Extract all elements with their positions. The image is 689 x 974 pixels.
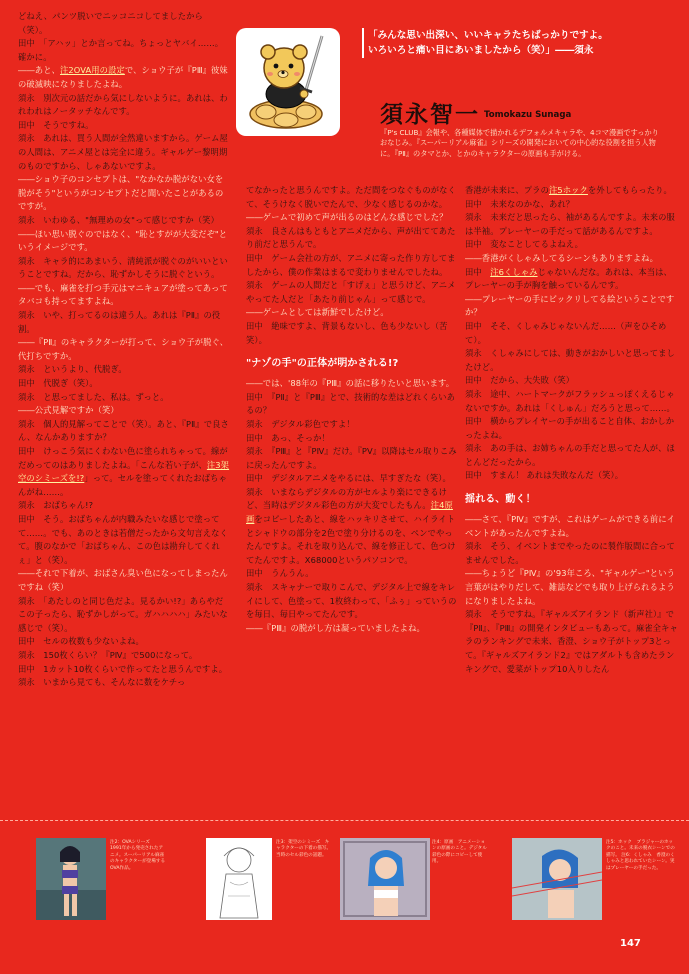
dialogue-line: ――でも、麻雀を打つ手元はマニキュアが塗ってあってタバコも持ってますよね。 bbox=[18, 282, 228, 307]
name-english: Tomokazu Sunaga bbox=[484, 110, 572, 120]
dialogue-line: 須永 というより、代脱ぎ。 bbox=[18, 364, 127, 375]
dialogue-line: 田中 そうですね。 bbox=[18, 119, 94, 130]
footnote-text-4 bbox=[606, 840, 676, 872]
dialogue-line: 田中 未来なのかな、あれ？ bbox=[465, 198, 575, 209]
page-number: 147 bbox=[620, 938, 641, 949]
dialogue-line: ――ゲームで初めて声が出るのはどんな感じでした？ bbox=[246, 212, 448, 223]
dialogue-line: ――『PⅡ』のキャラクターが打って、ショウ子が脱ぐ、代打ちですか。 bbox=[18, 337, 229, 361]
footnote-divider bbox=[0, 820, 689, 831]
dialogue-line: 須永 ゲームの人間だと「すげぇ」と思うけど、アニメやってた人だと「あたり前じゃん」って感じで。 bbox=[246, 280, 456, 304]
footnote-reference: 注3架空のシミーズを!? bbox=[18, 459, 230, 484]
dialogue-line: 田中 『PⅡ』と『PⅢ』とで、技術的な差はどれくらいあるの？ bbox=[246, 391, 456, 416]
name-japanese: 須永智一 bbox=[380, 102, 480, 128]
profile-name bbox=[380, 96, 660, 126]
dialogue-line: 須永 いや、打ってるのは違う人。あれは『PⅡ』の役割。 bbox=[18, 310, 221, 334]
dialogue-line: 須永 スキャナーで取りこんで、デジタル上で線をキレイにして、色塗って、1枚終わって、「ふぅ」っていうのを毎日、毎日やってたんです。 bbox=[246, 582, 457, 620]
footnote-reference: 注5ホック bbox=[548, 185, 588, 195]
dialogue-line: 田中 セルの枚数も少ないよね。 bbox=[18, 636, 144, 647]
dialogue-line: どねえ、パンツ脱いでニッコニコしてましたから（笑）。 bbox=[18, 11, 203, 35]
dialogue-line: ――香港がくしゃみしてるシーンもありますよね。 bbox=[465, 252, 658, 263]
dialogue-line: ――公式見解ですか（笑） bbox=[18, 405, 119, 416]
dialogue-line: 田中 すまん！ あれは失敗なんだ（笑）。 bbox=[465, 470, 624, 481]
dialogue-line: 田中 だから、大失敗（笑） bbox=[465, 375, 575, 386]
dialogue-line: 須永 個人的見解ってことで（笑）。あと、『PⅡ』で良さん、なんかありますか？ bbox=[18, 418, 229, 443]
dialogue-line: 須永 と思ってました、私は。ずっと。 bbox=[18, 391, 169, 402]
footnote-text-3: 注4：原画 アニメーションの原画のこと。デジタル彩色の際にコピーして使用。 bbox=[432, 840, 487, 865]
dialogue-line: ――ちょうど『PⅣ』の'93年ころ、"ギャルゲー"という言葉がはやりだして、雑誌などでも取り上げられるようになりましたよね。 bbox=[465, 568, 676, 606]
dialogue-line: 須永 くしゃみにしては、動きがおかしいと思ってましたけど。 bbox=[465, 348, 675, 372]
dialogue-line: 須永 いまならデジタルの方がセルより楽にできるけど、当時はデジタル彩色の方が大変でしたもん。注4原画をコピーしたあと、線をハッキリさせて、ハイライトとシャドウの部分を2色で塗り分けるのを、ペンでやったんですよ。それを取り込んで、線を修正して、色つけてたんですよ。X68000というパソコンで。 bbox=[246, 486, 456, 565]
dialogue-line: ――あと、注2OVA用の設定で、ショウ子が『PⅢ』彼妹の破滅映になりましたよね。 bbox=[18, 65, 228, 89]
dialogue-line: 須永 「あたしのと同じ色だよ。見るかい!?」あらやだこの子ったら、恥ずかしがって。ガハハハハ」みたいな感じで（笑）。 bbox=[18, 595, 228, 633]
dialogue-line: 田中 1カット10枚くらいで作ってたと思うんですよ。 bbox=[18, 663, 228, 674]
text-column-2 bbox=[246, 184, 460, 635]
footnote-image-3 bbox=[340, 838, 430, 920]
dialogue-line: 田中 「アハッ」とか言ってね。ちょっとヤバイ……。確かに。 bbox=[18, 38, 224, 62]
dialogue-line: ――ショウ子のコンセプトは、"なかなか脱がない女を脱がそう"というがコンセプトだと聞いたことがあるのですが。 bbox=[18, 174, 224, 212]
dialogue-line: 須永 いまから見ても、そんなに数をケチっ bbox=[18, 677, 186, 688]
dialogue-line: ――ゲームとしては新鮮でしたけど。 bbox=[246, 307, 389, 318]
dialogue-line: 須永 あの手は、お姉ちゃんの手だと思ってた人が、ほとんどだったから。 bbox=[465, 443, 675, 467]
dialogue-line: ――さて、『PⅣ』ですが、これはゲームができる前にイベントがあったんですよね。 bbox=[465, 514, 676, 538]
dialogue-line: 須永 デジタル彩色ですよ！ bbox=[246, 418, 355, 429]
quote-line-1: 「みんな思い出深い、いいキャラたちばっかりですよ。 bbox=[368, 30, 608, 41]
dialogue-line: 田中 そそ、くしゃみじゃないんだ……（声をひそめて）。 bbox=[465, 320, 667, 345]
dialogue-line: 須永 いわゆる、"無理めの女"って感じですか（笑） bbox=[18, 214, 219, 225]
bear-character-icon bbox=[236, 28, 340, 136]
footnote-text-4b: 注6：くしゃみ 香澄のくしゃみと思われていたシーン。実はプレーヤーの手だった。 bbox=[606, 852, 675, 871]
text-column-1 bbox=[18, 10, 230, 690]
dialogue-line: 田中 そう。おばちゃんが内職みたいな感じで塗ってて……。でも、あのときは若僧だったから文句言えなくて。腹のなかで「おばちゃん、この色は勘弁してくれぇ」と（笑）。 bbox=[18, 513, 228, 565]
dialogue-line: 須永 キャラ的にあまいう、清純派が脱ぐのがいいということですね。だから、恥ずかしそうに脱ぐという。 bbox=[18, 255, 228, 280]
dialogue-line: ――『PⅢ』の脱がし方は凝っていましたよね。 bbox=[246, 622, 425, 633]
quote-line-2: いろいろと痛い目にあいましたから（笑）」――須永 bbox=[368, 45, 594, 56]
dialogue-line: 須永 150枚くらい？『PⅣ』で500になって。 bbox=[18, 649, 198, 660]
profile-quote bbox=[362, 28, 666, 58]
footnote-text-1: 注2：OVAシリーズ 1991年から発売されたアニメ。スーパーリアル麻雀のキャラクターが登場するOVA作品。 bbox=[110, 840, 166, 871]
section-title: 揺れる、動く！ bbox=[465, 494, 536, 506]
dialogue-line: 田中 注6くしゃみじゃないんだな。あれは、本当は、プレーヤーの手が胸を触っているんです。 bbox=[465, 266, 672, 291]
footnotes-strip bbox=[0, 838, 689, 928]
dialogue-line: 田中 横からプレイヤーの手が出ること自体、おかしかったよね。 bbox=[465, 416, 675, 440]
dialogue-line: 香港が未来に、プラの注5ホックを外してもらったり。 bbox=[465, 185, 672, 195]
dialogue-line: 須永 『PⅢ』と『PⅣ』だけ。『PV』以降はセル取りこみに戻ったんですよ。 bbox=[246, 446, 457, 470]
footnote-image-1 bbox=[36, 838, 106, 920]
dialogue-line: 田中 変なことしてるよねえ。 bbox=[465, 239, 584, 250]
dialogue-line: 須永 良さんはもともとアニメだから、声が出ててあたり前だと思うんで。 bbox=[246, 225, 456, 250]
dialogue-line: ――では、'88年の『PⅢ』の話に移りたいと思います。 bbox=[246, 378, 455, 389]
dialogue-line: 田中 デジタルアニメをやるには、早すぎたな（笑）。 bbox=[246, 473, 451, 484]
dialogue-line: てなかったと思うんですよ。ただ間をつなぐものがなくて、そうけなく脱いでたんで、少なく感じるのかな。 bbox=[246, 185, 456, 209]
dialogue-line: 田中 絶味ですよ、背景もないし、色も少ないし（苦笑）。 bbox=[246, 320, 448, 345]
dialogue-line: 田中 あっ、そっか！ bbox=[246, 432, 330, 443]
dialogue-line: 田中 けっこう気にくわない色に塗られちゃって。線がだめってのはありましたよね。「こんな若い子が、注3架空のシミーズを!?」って。セルを塗ってくれたおばちゃんがね……。 bbox=[18, 446, 230, 497]
dialogue-line: 須永 途中、ハートマークがフラッシュっぽくえるじゃないですか。あれは「くしゅん」だろうと思って……。 bbox=[465, 388, 675, 413]
dialogue-line: 田中 ゲーム会社の方が、アニメに寄った作り方してましたから、僕の作業はまるで変わりませんでしたね。 bbox=[246, 252, 456, 277]
dialogue-line: 田中 代脱ぎ（笑）。 bbox=[18, 378, 98, 389]
dialogue-line: 須永 未来だと思ったら、袖があるんですよ。未来の服は半袖。プレーヤーの手だって話があるんですよ。 bbox=[465, 212, 675, 236]
footnote-image-2 bbox=[206, 838, 272, 920]
text-column-3 bbox=[465, 184, 679, 676]
dialogue-line: 須永 おばちゃん!? bbox=[18, 500, 94, 511]
dialogue-line: ――プレーヤーの手にビックリしてる絵ということですか？ bbox=[465, 293, 675, 318]
dialogue-line: ――ほい思い脱ぐのではなく、"恥とすがが大変だぞ"というイメージです。 bbox=[18, 228, 228, 253]
dialogue-line: 須永 そう、イベントまでやったのに製作版間に合ってませんでした。 bbox=[465, 541, 675, 565]
footnote-text-2: 注3：架空のシミーズ キャラクターの下着の描写。当時のセル彩色の話題。 bbox=[276, 840, 332, 858]
dialogue-line: 田中 うんうん。 bbox=[246, 568, 314, 579]
profile-illustration bbox=[236, 28, 340, 136]
section-title: "ナゾの手"の正体が明かされる!? bbox=[246, 358, 399, 370]
footnote-reference: 注4原画 bbox=[246, 500, 453, 525]
dialogue-line: 須永 そうですね。『ギャルズアイランド（新声社）』で『PⅡ』、『PⅢ』の開発インタビューもあって。麻雀全キャラのランキングで未来、香澄、ショウ子がトップ3とって。『ギャルズアイランド2』ではアダルトも含めたランキングで、愛菜がトップ10入りしたん bbox=[465, 609, 678, 674]
footnote-image-4 bbox=[512, 838, 602, 920]
footnote-reference: 注6くしゃみ bbox=[490, 266, 538, 277]
footnote-text-4a: 注5：ホック ブラジャーのホックのこと。未来の脱衣シーンでの描写。 bbox=[606, 840, 675, 858]
dialogue-line: 須永 あれは、買う人間が全然違いますから。ゲーム屋の人間は、アニメ屋とは完全に違う。ギャルゲー黎明期のものですから、しゃあないですよ。 bbox=[18, 133, 228, 171]
dialogue-line: 須永 別次元の話だから気にしないように。あれは、われわれはノータッチなんです。 bbox=[18, 92, 228, 117]
dialogue-line: ――それで下着が、おばさん臭い色になってしまったんですね（笑） bbox=[18, 568, 228, 592]
footnote-reference: 注2OVA用の設定 bbox=[60, 65, 125, 76]
profile-description: 『P's CLUB』会報や、各種媒体で描かれるデフォルメキャラや、4コマ漫画ですっかりおなじみ。『スーパーリアル麻雀』シリーズの開発においての中心的な役割を担う人物に。『PⅡ』のタマとか、とかのキャラクターの原画も手がける。 bbox=[380, 128, 659, 158]
